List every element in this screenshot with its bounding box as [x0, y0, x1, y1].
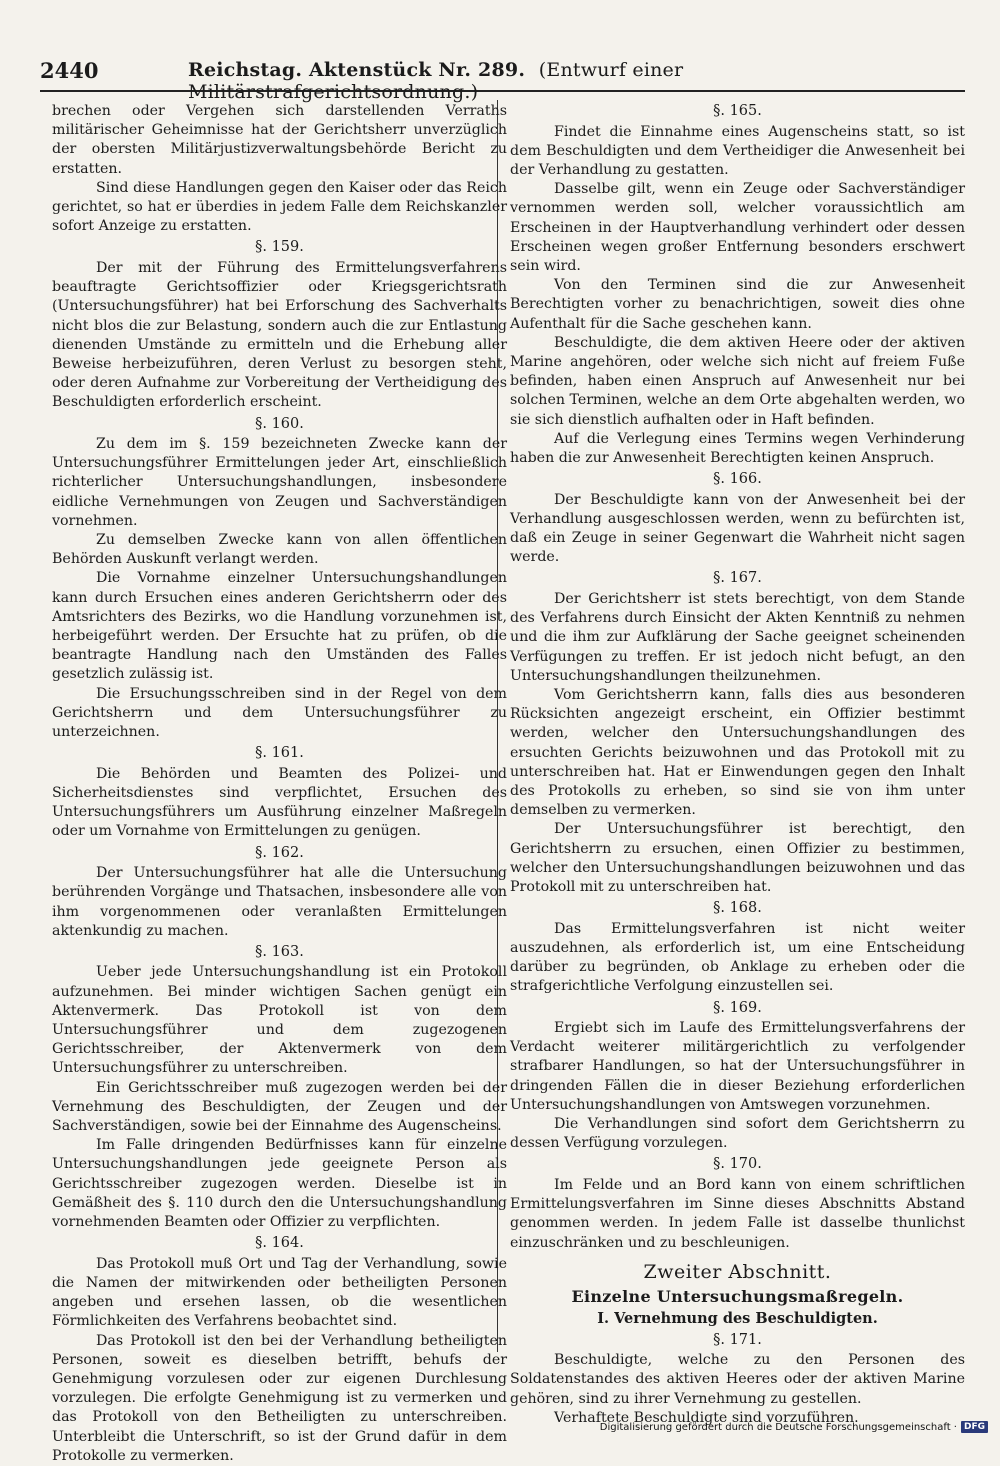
- dfg-logo: DFG: [961, 1421, 988, 1433]
- paragraph: Ueber jede Untersuchungshandlung ist ein Protokoll aufzunehmen. Bei minder wichtigen Sachen genügt ein Aktenvermerk. Das Protokoll ist von dem Untersuchungsführer und dem zugezogenen Gerichtsschreiber, der Aktenvermerk von dem Untersuchungsführer zu unterschreiben.: [52, 964, 507, 1077]
- running-subtitle: (Entwurf einer Militärstrafgerichtsordnung.): [188, 59, 684, 103]
- section-heading-163: §. 163.: [255, 943, 304, 960]
- paragraph: Der mit der Führung des Ermittelungsverfahrens beauftragte Gerichtsoffizier oder Kriegsgerichtsrath (Untersuchungsführer) hat bei Erforschung des Sachverhalts nicht blos die zur Belastung, sondern auch die zur Entlastung dienenden Umstände zu ermitteln und die Erhebung aller Beweise herbeizuführen, deren Verlust zu besorgen steht, oder deren Aufnahme zur Vorbereitung der Vertheidigung des Beschuldigten erforderlich erscheint.: [52, 259, 507, 411]
- paragraph: Die Verhandlungen sind sofort dem Gerichtsherrn zu dessen Verfügung vorzulegen.: [510, 1116, 965, 1152]
- section-heading-171: §. 171.: [713, 1331, 762, 1348]
- paragraph: Das Protokoll muß Ort und Tag der Verhandlung, sowie die Namen der mitwirkenden oder betheiligten Personen angeben und ersehen lassen, ob die wesentlichen Förmlichkeiten des Verfahrens beobachtet sind.: [52, 1255, 507, 1330]
- paragraph: Der Untersuchungsführer hat alle die Untersuchung berührenden Vorgänge und Thatsachen, insbesondere alle von ihm vorgenommenen oder veranlaßten Ermittelungen aktenkundig zu machen.: [52, 865, 507, 939]
- chapter-title: Zweiter Abschnitt.: [643, 1260, 832, 1283]
- paragraph: Im Falle dringenden Bedürfnisses kann für einzelne Untersuchungshandlungen jede geeignete Person als Gerichtsschreiber zugezogen werden. Dieselbe ist in Gemäßheit des §. 110 durch den die Untersuchungshandlung vornehmenden Beamten oder Offizier zu verpflichten.: [52, 1137, 507, 1231]
- paragraph: Von den Terminen sind die zur Anwesenheit Berechtigten vorher zu benachrichtigen, soweit dies ohne Aufenthalt für die Sache geschehen kann.: [510, 277, 965, 332]
- section-heading-164: §. 164.: [255, 1235, 304, 1252]
- paragraph: Verhaftete Beschuldigte sind vorzuführen.: [554, 1409, 859, 1426]
- paragraph: brechen oder Vergehen sich darstellenden Verraths militärischer Geheimnisse hat der Gerichtsherr unverzüglich der obersten Militärjustizverwaltungsbehörde Bericht zu erstatten.: [52, 103, 507, 177]
- paragraph: Die Behörden und Beamten des Polizei- und Sicherheitsdienstes sind verpflichtet, Ersuchen des Untersuchungsführers um Ausführung einzelner Maßregeln oder um Vornahme von Ermittelungen zu genügen.: [52, 765, 507, 840]
- section-heading-160: §. 160.: [255, 415, 304, 432]
- paragraph: Dasselbe gilt, wenn ein Zeuge oder Sachverständiger vernommen werden soll, welcher voraussichtlich am Erscheinen in der Hauptverhandlung verhindert oder dessen Erscheinen wegen großer Entfernung besonders erschwert sein wird.: [510, 181, 965, 274]
- chapter-subtitle: Einzelne Untersuchungsmaßregeln.: [571, 1286, 904, 1306]
- paragraph: Auf die Verlegung eines Termins wegen Verhinderung haben die zur Anwesenheit Berechtigten keinen Anspruch.: [510, 430, 965, 466]
- section-heading-162: §. 162.: [255, 844, 304, 861]
- section-heading-169: §. 169.: [713, 999, 762, 1016]
- chapter-subsection: I. Vernehmung des Beschuldigten.: [597, 1309, 878, 1327]
- paragraph: Findet die Einnahme eines Augenscheins statt, so ist dem Beschuldigten und dem Vertheidiger die Anwesenheit bei der Verhandlung zu gestatten.: [510, 123, 965, 178]
- section-heading-170: §. 170.: [713, 1156, 762, 1173]
- paragraph: Die Vornahme einzelner Untersuchungshandlungen kann durch Ersuchen eines anderen Gerichtsherrn oder des Amtsrichters des Bezirks, wo die Handlung vorzunehmen ist, herbeigeführt werden. Der Ersuchte hat zu prüfen, ob die beantragte Handlung nach den Umständen des Falles gesetzlich zulässig ist.: [52, 570, 507, 683]
- paragraph: Der Gerichtsherr ist stets berechtigt, von dem Stande des Verfahrens durch Einsicht der Akten Kenntniß zu nehmen und die ihm zur Aufklärung der Sache geeignet scheinenden Verfügungen zu treffen. Er ist jedoch nicht befugt, an den Untersuchungshandlungen theilzunehmen.: [510, 590, 965, 684]
- paragraph: Der Beschuldigte kann von der Anwesenheit bei der Verhandlung ausgeschlossen werden, wenn zu befürchten ist, daß ein Zeuge in seiner Gegenwart die Wahrheit nicht sagen werde.: [510, 491, 965, 566]
- page-number: 2440: [40, 58, 99, 83]
- paragraph: Ein Gerichtsschreiber muß zugezogen werden bei der Vernehmung des Beschuldigten, der Zeugen und der Sachverständigen, sowie bei der Einnahme des Augenscheins.: [52, 1079, 507, 1135]
- section-heading-166: §. 166.: [713, 471, 762, 488]
- digitization-credit: [600, 1420, 988, 1434]
- section-heading-161: §. 161.: [255, 745, 304, 762]
- paragraph: Der Untersuchungsführer ist berechtigt, den Gerichtsherrn zu ersuchen, einen Offizier zu bestimmen, welcher den Untersuchungshandlungen beizuwohnen und das Protokoll mit zu unterschreiben hat.: [510, 821, 965, 896]
- paragraph: Im Felde und an Bord kann von einem schriftlichen Ermittelungsverfahren im Sinne dieses Abschnitts Abstand genommen werden. In jedem Falle ist dasselbe thunlichst einzuschränken und zu beschleunigen.: [510, 1176, 965, 1251]
- section-heading-167: §. 167.: [713, 570, 762, 587]
- paragraph: Ergiebt sich im Laufe des Ermittelungsverfahrens der Verdacht weiterer militärgerichtlich zu verfolgender strafbarer Handlungen, so hat der Untersuchungsführer in dringenden Fällen die in dieser Beziehung erforderlichen Untersuchungshandlungen von Amtswegen vorzunehmen.: [510, 1020, 965, 1113]
- section-heading-159: §. 159.: [255, 239, 304, 256]
- paragraph: Das Ermittelungsverfahren ist nicht weiter auszudehnen, als erforderlich ist, um eine Entscheidung darüber zu begründen, ob Anklage zu erheben oder die strafgerichtliche Verfolgung einzustellen sei.: [510, 920, 965, 995]
- paragraph: Zu dem im §. 159 bezeichneten Zwecke kann der Untersuchungsführer Ermittelungen jeder Art, einschließlich richterlicher Untersuchungshandlungen, insbesondere eidliche Vernehmungen von Zeugen und Sachverständigen vornehmen.: [52, 436, 507, 529]
- paragraph: Beschuldigte, die dem aktiven Heere oder der aktiven Marine angehören, oder welche sich nicht auf freiem Fuße befinden, haben einen Anspruch auf Anwesenheit nur bei solchen Terminen, welche an dem Orte abgehalten werden, wo sie sich dienstlich aufhalten oder in Haft befinden.: [510, 334, 965, 428]
- right-column: [510, 100, 965, 1428]
- running-title-main: Reichstag. Aktenstück Nr. 289.: [188, 59, 526, 81]
- paragraph: Beschuldigte, welche zu den Personen des Soldatenstandes des aktiven Heeres oder der aktiven Marine gehören, sind zu ihrer Vernehmung zu gestellen.: [510, 1352, 965, 1407]
- paragraph: Sind diese Handlungen gegen den Kaiser oder das Reich gerichtet, so hat er überdies in jedem Falle dem Reichskanzler sofort Anzeige zu erstatten.: [52, 179, 507, 235]
- credit-text: Digitalisierung gefördert durch die Deutsche Forschungsgemeinschaft ·: [599, 1421, 957, 1433]
- section-heading-168: §. 168.: [713, 900, 762, 917]
- running-title: [188, 59, 965, 103]
- paragraph: Zu demselben Zwecke kann von allen öffentlichen Behörden Auskunft verlangt werden.: [52, 532, 507, 568]
- section-heading-165: §. 165.: [713, 103, 762, 119]
- paragraph: Das Protokoll ist den bei der Verhandlung betheiligten Personen, soweit es dieselben betrifft, behufs der Genehmigung vorzulesen oder zur eigenen Durchlesung vorzulegen. Die erfolgte Genehmigung ist zu vermerken und das Protokoll von den Betheiligten zu unterschreiben. Unterbleibt die Unterschrift, so ist der Grund dafür in dem Protokolle zu vermerken.: [52, 1332, 507, 1464]
- left-column: [52, 102, 507, 1466]
- paragraph: Vom Gerichtsherrn kann, falls dies aus besonderen Rücksichten angezeigt erscheint, ein Offizier bestimmt werden, welcher den Untersuchungshandlungen des ersuchten Gerichts beizuwohnen und das Protokoll mit zu unterschreiben hat. Hat er Einwendungen gegen den Inhalt des Protokolls zu erheben, so sind sie von ihm unter demselben zu vermerken.: [510, 686, 965, 819]
- paragraph: Die Ersuchungsschreiben sind in der Regel von dem Gerichtsherrn und dem Untersuchungsführer zu unterzeichnen.: [52, 685, 507, 741]
- page-header: [40, 56, 965, 103]
